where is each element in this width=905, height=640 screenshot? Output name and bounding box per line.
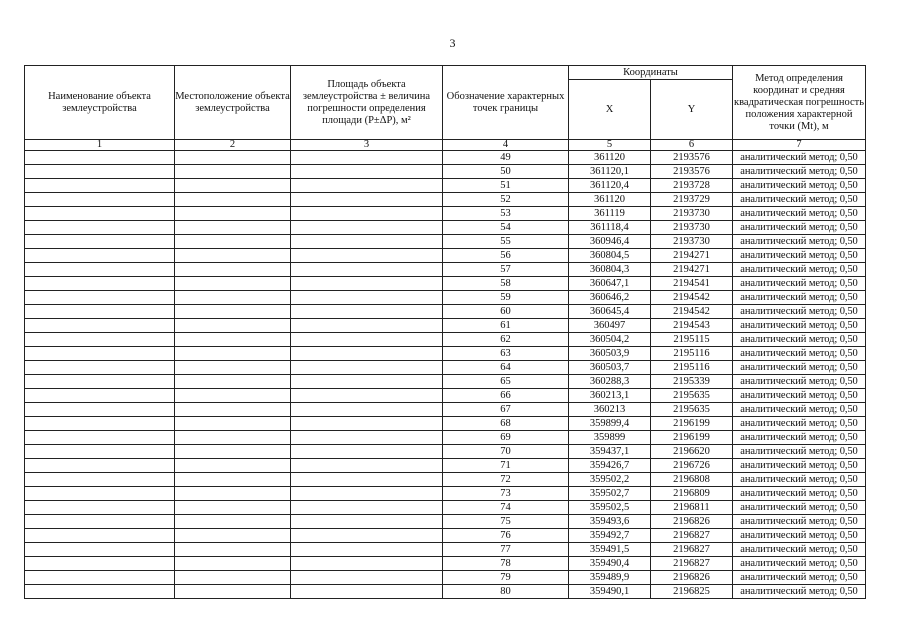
cell-x: 361120 xyxy=(569,193,651,207)
cell-method: аналитический метод; 0,50 xyxy=(733,473,866,487)
table-row xyxy=(25,207,866,221)
table-row xyxy=(25,389,866,403)
cell-y: 2193576 xyxy=(651,165,733,179)
cell-location xyxy=(175,501,291,515)
cell-location xyxy=(175,375,291,389)
cell-name xyxy=(25,445,175,459)
cell-area xyxy=(291,333,443,347)
cell-name xyxy=(25,235,175,249)
table-body xyxy=(25,151,866,599)
cell-point: 62 xyxy=(443,333,569,347)
cell-area xyxy=(291,445,443,459)
cell-area xyxy=(291,389,443,403)
cell-y: 2194271 xyxy=(651,249,733,263)
cell-y: 2196809 xyxy=(651,487,733,501)
cell-x: 359899 xyxy=(569,431,651,445)
cell-y: 2195116 xyxy=(651,361,733,375)
table-row xyxy=(25,543,866,557)
cell-point: 73 xyxy=(443,487,569,501)
table-row xyxy=(25,361,866,375)
cell-x: 359899,4 xyxy=(569,417,651,431)
cell-x: 359490,4 xyxy=(569,557,651,571)
cell-area xyxy=(291,207,443,221)
cell-x: 360503,7 xyxy=(569,361,651,375)
header-point: Обозначение характерных точек границы xyxy=(443,66,569,140)
cell-method: аналитический метод; 0,50 xyxy=(733,291,866,305)
cell-point: 72 xyxy=(443,473,569,487)
cell-area xyxy=(291,515,443,529)
cell-point: 79 xyxy=(443,571,569,585)
cell-method: аналитический метод; 0,50 xyxy=(733,207,866,221)
cell-name xyxy=(25,529,175,543)
table-row xyxy=(25,151,866,165)
cell-area xyxy=(291,347,443,361)
cell-x: 359502,2 xyxy=(569,473,651,487)
col-number: 6 xyxy=(651,140,733,151)
cell-x: 361120 xyxy=(569,151,651,165)
cell-point: 78 xyxy=(443,557,569,571)
cell-method: аналитический метод; 0,50 xyxy=(733,459,866,473)
cell-y: 2196199 xyxy=(651,431,733,445)
table-row xyxy=(25,291,866,305)
cell-point: 64 xyxy=(443,361,569,375)
cell-point: 75 xyxy=(443,515,569,529)
cell-point: 56 xyxy=(443,249,569,263)
table-row xyxy=(25,249,866,263)
cell-y: 2193730 xyxy=(651,235,733,249)
header-name: Наименование объекта землеустройства xyxy=(25,66,175,140)
cell-name xyxy=(25,501,175,515)
cell-point: 52 xyxy=(443,193,569,207)
cell-area xyxy=(291,235,443,249)
cell-point: 80 xyxy=(443,585,569,599)
cell-point: 51 xyxy=(443,179,569,193)
cell-location xyxy=(175,263,291,277)
table-row xyxy=(25,459,866,473)
table-row xyxy=(25,347,866,361)
cell-area xyxy=(291,431,443,445)
cell-location xyxy=(175,249,291,263)
cell-point: 53 xyxy=(443,207,569,221)
cell-x: 360497 xyxy=(569,319,651,333)
cell-method: аналитический метод; 0,50 xyxy=(733,221,866,235)
cell-method: аналитический метод; 0,50 xyxy=(733,333,866,347)
cell-area xyxy=(291,291,443,305)
table-row xyxy=(25,501,866,515)
cell-location xyxy=(175,179,291,193)
cell-name xyxy=(25,333,175,347)
cell-location xyxy=(175,403,291,417)
cell-x: 361120,1 xyxy=(569,165,651,179)
cell-name xyxy=(25,389,175,403)
cell-y: 2193728 xyxy=(651,179,733,193)
cell-x: 361118,4 xyxy=(569,221,651,235)
cell-y: 2195115 xyxy=(651,333,733,347)
cell-y: 2193729 xyxy=(651,193,733,207)
cell-location xyxy=(175,347,291,361)
cell-location xyxy=(175,207,291,221)
cell-name xyxy=(25,249,175,263)
cell-name xyxy=(25,431,175,445)
cell-method: аналитический метод; 0,50 xyxy=(733,403,866,417)
cell-area xyxy=(291,305,443,319)
cell-point: 74 xyxy=(443,501,569,515)
table-row xyxy=(25,277,866,291)
cell-name xyxy=(25,361,175,375)
col-number: 3 xyxy=(291,140,443,151)
cell-method: аналитический метод; 0,50 xyxy=(733,347,866,361)
cell-method: аналитический метод; 0,50 xyxy=(733,305,866,319)
cell-y: 2193730 xyxy=(651,207,733,221)
cell-x: 359492,7 xyxy=(569,529,651,543)
cell-method: аналитический метод; 0,50 xyxy=(733,487,866,501)
col-number: 2 xyxy=(175,140,291,151)
cell-method: аналитический метод; 0,50 xyxy=(733,319,866,333)
col-number: 4 xyxy=(443,140,569,151)
cell-location xyxy=(175,571,291,585)
table-row xyxy=(25,305,866,319)
cell-point: 50 xyxy=(443,165,569,179)
cell-y: 2195635 xyxy=(651,389,733,403)
cell-name xyxy=(25,319,175,333)
cell-point: 77 xyxy=(443,543,569,557)
cell-x: 360647,1 xyxy=(569,277,651,291)
cell-y: 2195116 xyxy=(651,347,733,361)
cell-location xyxy=(175,277,291,291)
cell-point: 58 xyxy=(443,277,569,291)
cell-method: аналитический метод; 0,50 xyxy=(733,417,866,431)
col-number: 5 xyxy=(569,140,651,151)
table-row xyxy=(25,431,866,445)
cell-point: 66 xyxy=(443,389,569,403)
cell-x: 360213,1 xyxy=(569,389,651,403)
cell-name xyxy=(25,487,175,501)
cell-location xyxy=(175,585,291,599)
cell-area xyxy=(291,277,443,291)
cell-x: 360646,2 xyxy=(569,291,651,305)
cell-method: аналитический метод; 0,50 xyxy=(733,585,866,599)
cell-area xyxy=(291,403,443,417)
table-row xyxy=(25,473,866,487)
cell-method: аналитический метод; 0,50 xyxy=(733,277,866,291)
cell-y: 2196826 xyxy=(651,515,733,529)
cell-x: 361119 xyxy=(569,207,651,221)
cell-method: аналитический метод; 0,50 xyxy=(733,431,866,445)
cell-name xyxy=(25,207,175,221)
cell-x: 359490,1 xyxy=(569,585,651,599)
table-row xyxy=(25,515,866,529)
table-row xyxy=(25,487,866,501)
table-row xyxy=(25,557,866,571)
cell-location xyxy=(175,193,291,207)
cell-point: 60 xyxy=(443,305,569,319)
cell-point: 76 xyxy=(443,529,569,543)
cell-method: аналитический метод; 0,50 xyxy=(733,543,866,557)
cell-area xyxy=(291,165,443,179)
header-method: Метод определения координат и средняя квадратическая погрешность положения характерной точки (Mt), м xyxy=(733,66,866,140)
cell-area xyxy=(291,543,443,557)
cell-y: 2196620 xyxy=(651,445,733,459)
cell-name xyxy=(25,277,175,291)
cell-name xyxy=(25,179,175,193)
cell-point: 49 xyxy=(443,151,569,165)
cell-y: 2196826 xyxy=(651,571,733,585)
cell-y: 2196827 xyxy=(651,529,733,543)
cell-y: 2194541 xyxy=(651,277,733,291)
cell-method: аналитический метод; 0,50 xyxy=(733,557,866,571)
cell-x: 359437,1 xyxy=(569,445,651,459)
table-row xyxy=(25,333,866,347)
cell-location xyxy=(175,445,291,459)
cell-location xyxy=(175,473,291,487)
cell-area xyxy=(291,557,443,571)
page-number: 3 xyxy=(449,36,456,50)
cell-method: аналитический метод; 0,50 xyxy=(733,389,866,403)
cell-point: 57 xyxy=(443,263,569,277)
cell-location xyxy=(175,221,291,235)
cell-name xyxy=(25,193,175,207)
cell-location xyxy=(175,417,291,431)
cell-method: аналитический метод; 0,50 xyxy=(733,249,866,263)
table-row xyxy=(25,319,866,333)
cell-name xyxy=(25,473,175,487)
cell-location xyxy=(175,305,291,319)
cell-location xyxy=(175,431,291,445)
cell-y: 2194542 xyxy=(651,305,733,319)
header-x: X xyxy=(569,80,651,140)
cell-location xyxy=(175,557,291,571)
cell-x: 359489,9 xyxy=(569,571,651,585)
cell-y: 2196811 xyxy=(651,501,733,515)
cell-x: 359502,7 xyxy=(569,487,651,501)
cell-area xyxy=(291,459,443,473)
cell-x: 361120,4 xyxy=(569,179,651,193)
cell-area xyxy=(291,487,443,501)
cell-point: 59 xyxy=(443,291,569,305)
header-area: Площадь объекта землеустройства ± величина погрешности определения площади (P±ΔP), м² xyxy=(291,66,443,140)
cell-y: 2195635 xyxy=(651,403,733,417)
cell-area xyxy=(291,151,443,165)
cell-method: аналитический метод; 0,50 xyxy=(733,179,866,193)
cell-method: аналитический метод; 0,50 xyxy=(733,445,866,459)
cell-x: 359502,5 xyxy=(569,501,651,515)
cell-method: аналитический метод; 0,50 xyxy=(733,235,866,249)
cell-area xyxy=(291,375,443,389)
cell-location xyxy=(175,165,291,179)
cell-point: 68 xyxy=(443,417,569,431)
cell-y: 2193576 xyxy=(651,151,733,165)
cell-method: аналитический метод; 0,50 xyxy=(733,165,866,179)
cell-point: 69 xyxy=(443,431,569,445)
cell-name xyxy=(25,515,175,529)
cell-x: 360645,4 xyxy=(569,305,651,319)
cell-y: 2194543 xyxy=(651,319,733,333)
cell-name xyxy=(25,571,175,585)
cell-method: аналитический метод; 0,50 xyxy=(733,571,866,585)
cell-area xyxy=(291,571,443,585)
cell-area xyxy=(291,263,443,277)
cell-method: аналитический метод; 0,50 xyxy=(733,529,866,543)
cell-location xyxy=(175,529,291,543)
cell-point: 55 xyxy=(443,235,569,249)
cell-name xyxy=(25,221,175,235)
cell-point: 70 xyxy=(443,445,569,459)
cell-y: 2196199 xyxy=(651,417,733,431)
header-location: Местоположение объекта землеустройства xyxy=(175,66,291,140)
cell-location xyxy=(175,515,291,529)
cell-location xyxy=(175,151,291,165)
cell-name xyxy=(25,375,175,389)
cell-area xyxy=(291,221,443,235)
cell-y: 2196827 xyxy=(651,543,733,557)
header-coords: Координаты xyxy=(569,66,733,80)
cell-area xyxy=(291,473,443,487)
cell-method: аналитический метод; 0,50 xyxy=(733,361,866,375)
cell-method: аналитический метод; 0,50 xyxy=(733,515,866,529)
cell-name xyxy=(25,417,175,431)
table-row xyxy=(25,445,866,459)
table-row xyxy=(25,585,866,599)
cell-area xyxy=(291,417,443,431)
cell-y: 2196726 xyxy=(651,459,733,473)
cell-method: аналитический метод; 0,50 xyxy=(733,193,866,207)
cell-area xyxy=(291,501,443,515)
cell-name xyxy=(25,263,175,277)
table-row xyxy=(25,235,866,249)
cell-y: 2194542 xyxy=(651,291,733,305)
cell-name xyxy=(25,165,175,179)
table-row xyxy=(25,571,866,585)
cell-point: 54 xyxy=(443,221,569,235)
cell-name xyxy=(25,151,175,165)
cell-name xyxy=(25,347,175,361)
table-row xyxy=(25,403,866,417)
column-numbers-row xyxy=(25,140,866,151)
table-row xyxy=(25,375,866,389)
cell-name xyxy=(25,291,175,305)
table-row xyxy=(25,179,866,193)
table-row xyxy=(25,193,866,207)
table-row xyxy=(25,529,866,543)
cell-location xyxy=(175,389,291,403)
cell-name xyxy=(25,459,175,473)
cell-x: 360804,3 xyxy=(569,263,651,277)
col-number: 7 xyxy=(733,140,866,151)
cell-area xyxy=(291,585,443,599)
cell-point: 63 xyxy=(443,347,569,361)
cell-name xyxy=(25,557,175,571)
cell-location xyxy=(175,361,291,375)
cell-y: 2194271 xyxy=(651,263,733,277)
cell-location xyxy=(175,459,291,473)
cell-x: 360946,4 xyxy=(569,235,651,249)
cell-name xyxy=(25,585,175,599)
table-row xyxy=(25,417,866,431)
cell-x: 360504,2 xyxy=(569,333,651,347)
col-number: 1 xyxy=(25,140,175,151)
cell-y: 2193730 xyxy=(651,221,733,235)
cell-location xyxy=(175,543,291,557)
header-y: Y xyxy=(651,80,733,140)
cell-area xyxy=(291,179,443,193)
boundary-points-table xyxy=(24,65,866,599)
cell-y: 2196808 xyxy=(651,473,733,487)
table-row xyxy=(25,165,866,179)
cell-area xyxy=(291,529,443,543)
cell-area xyxy=(291,193,443,207)
cell-area xyxy=(291,249,443,263)
cell-name xyxy=(25,403,175,417)
cell-x: 359493,6 xyxy=(569,515,651,529)
cell-x: 360213 xyxy=(569,403,651,417)
cell-point: 61 xyxy=(443,319,569,333)
cell-location xyxy=(175,291,291,305)
table-row xyxy=(25,221,866,235)
cell-location xyxy=(175,235,291,249)
cell-y: 2195339 xyxy=(651,375,733,389)
cell-x: 359426,7 xyxy=(569,459,651,473)
cell-point: 71 xyxy=(443,459,569,473)
cell-location xyxy=(175,319,291,333)
cell-method: аналитический метод; 0,50 xyxy=(733,501,866,515)
cell-x: 359491,5 xyxy=(569,543,651,557)
cell-point: 65 xyxy=(443,375,569,389)
cell-method: аналитический метод; 0,50 xyxy=(733,151,866,165)
cell-x: 360503,9 xyxy=(569,347,651,361)
cell-x: 360288,3 xyxy=(569,375,651,389)
cell-name xyxy=(25,543,175,557)
cell-area xyxy=(291,319,443,333)
cell-location xyxy=(175,333,291,347)
cell-location xyxy=(175,487,291,501)
cell-y: 2196827 xyxy=(651,557,733,571)
cell-x: 360804,5 xyxy=(569,249,651,263)
cell-y: 2196825 xyxy=(651,585,733,599)
table-row xyxy=(25,263,866,277)
cell-name xyxy=(25,305,175,319)
cell-point: 67 xyxy=(443,403,569,417)
cell-area xyxy=(291,361,443,375)
cell-method: аналитический метод; 0,50 xyxy=(733,375,866,389)
cell-method: аналитический метод; 0,50 xyxy=(733,263,866,277)
